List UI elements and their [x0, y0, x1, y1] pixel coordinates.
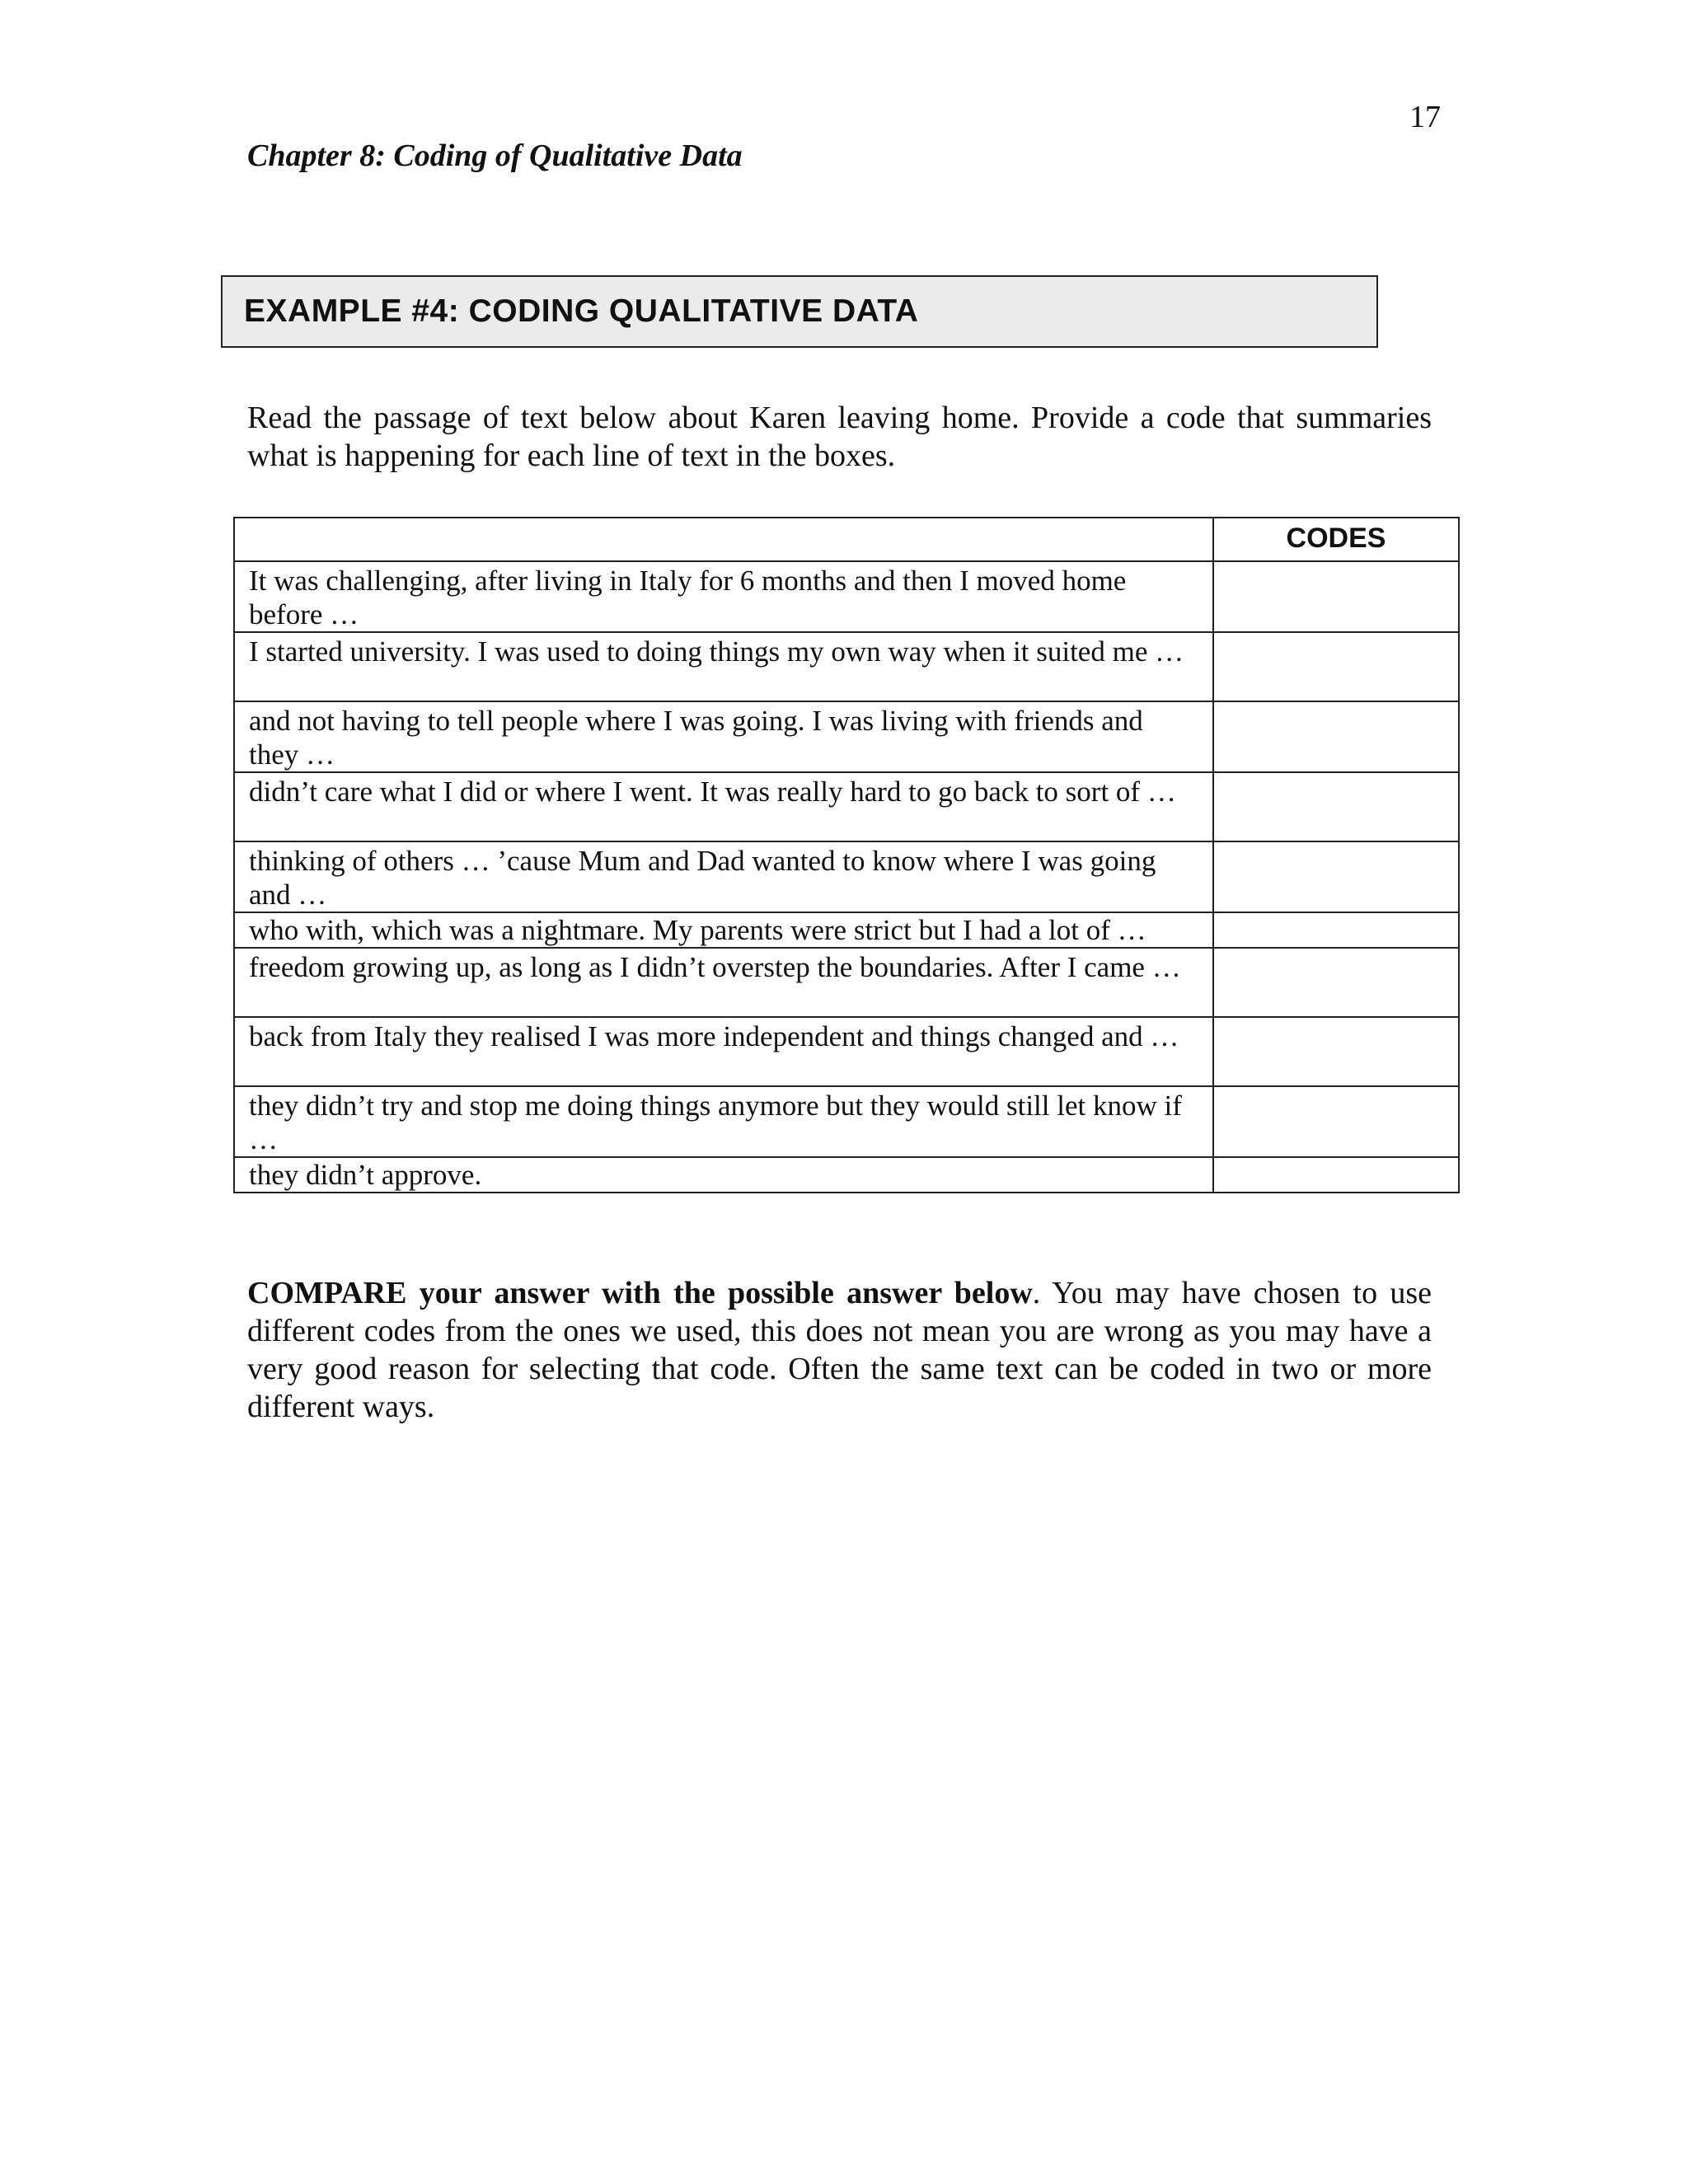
table-row [234, 701, 1459, 772]
code-entry-cell[interactable] [1213, 1157, 1459, 1193]
passage-line-cell: didn’t care what I did or where I went. It was really hard to go back to sort of … [234, 772, 1213, 841]
table-row [234, 561, 1459, 632]
table-row [234, 1086, 1459, 1157]
code-entry-cell[interactable] [1213, 1086, 1459, 1157]
passage-line-cell: thinking of others … ’cause Mum and Dad wanted to know where I was going and … [234, 841, 1213, 912]
code-entry-cell[interactable] [1213, 1017, 1459, 1086]
coding-table [233, 517, 1460, 1193]
passage-line-cell: they didn’t try and stop me doing things anymore but they would still let know if … [234, 1086, 1213, 1157]
codes-column-header: CODES [1213, 518, 1459, 561]
compare-lead-bold: COMPARE your answer with the possible answer below [247, 1276, 1033, 1310]
chapter-title: Chapter 8: Coding of Qualitative Data [247, 138, 743, 173]
compare-body-text: . You may have chosen to use different codes from the ones we used, this does not mean you are wrong as you may have a very good reason for selecting that code. Often the same text can be coded in two or more different ways. [247, 1276, 1432, 1424]
code-entry-cell[interactable] [1213, 912, 1459, 948]
instructions-paragraph: Read the passage of text below about Karen leaving home. Provide a code that summaries what is happening for each line of text in the boxes. [247, 401, 1432, 473]
passage-line-cell: back from Italy they realised I was more independent and things changed and … [234, 1017, 1213, 1086]
passage-line-cell: freedom growing up, as long as I didn’t overstep the boundaries. After I came … [234, 948, 1213, 1017]
passage-line-cell: and not having to tell people where I was going. I was living with friends and they … [234, 701, 1213, 772]
table-row [234, 948, 1459, 1017]
passage-line-cell: they didn’t approve. [234, 1157, 1213, 1193]
passage-column-header [234, 518, 1213, 561]
example-heading-box [221, 275, 1378, 348]
code-entry-cell[interactable] [1213, 772, 1459, 841]
passage-line-cell: I started university. I was used to doing things my own way when it suited me … [234, 632, 1213, 701]
passage-line-cell: It was challenging, after living in Italy for 6 months and then I moved home before … [234, 561, 1213, 632]
page-number: 17 [1409, 100, 1441, 134]
table-row [234, 1157, 1459, 1193]
passage-line-cell: who with, which was a nightmare. My parents were strict but I had a lot of … [234, 912, 1213, 948]
compare-paragraph [247, 1274, 1432, 1426]
code-entry-cell[interactable] [1213, 841, 1459, 912]
table-row [234, 912, 1459, 948]
example-title: EXAMPLE #4: CODING QUALITATIVE DATA [244, 293, 919, 329]
table-row [234, 841, 1459, 912]
code-entry-cell[interactable] [1213, 632, 1459, 701]
code-entry-cell[interactable] [1213, 561, 1459, 632]
code-entry-cell[interactable] [1213, 948, 1459, 1017]
table-row [234, 1017, 1459, 1086]
table-row [234, 632, 1459, 701]
table-row [234, 772, 1459, 841]
table-header-row [234, 518, 1459, 561]
code-entry-cell[interactable] [1213, 701, 1459, 772]
